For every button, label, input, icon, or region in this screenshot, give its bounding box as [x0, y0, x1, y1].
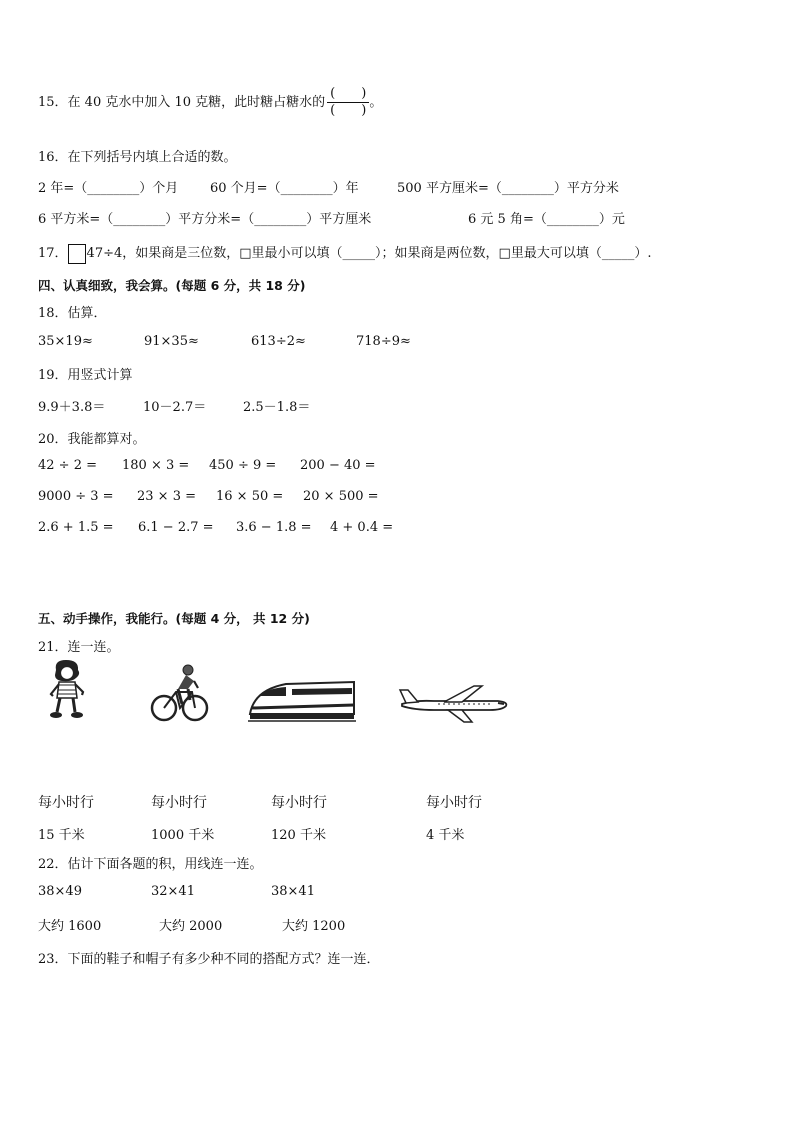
question-18-title: 18．估算．: [38, 306, 107, 321]
q16-item: 500 平方厘米=（________）平方分米: [397, 181, 619, 196]
question-15-text: 15．在 40 克水中加入 10 克糖，此时糖占糖水的: [38, 95, 326, 110]
estimate-item: 613÷2≈: [251, 334, 306, 349]
product-expression: 32×41: [151, 884, 195, 899]
high-speed-train-icon: [246, 674, 358, 724]
calc-item: 4 + 0.4 =: [330, 520, 394, 535]
section-4-title: 四、认真细致，我会算。(每题 6 分，共 18 分): [38, 278, 306, 293]
q16-item: 2 年=（________）个月: [38, 181, 179, 196]
calc-item: 42 ÷ 2 =: [38, 458, 97, 473]
question-19-title: 19．用竖式计算: [38, 368, 133, 383]
vertical-calc-item: 10－2.7＝: [143, 400, 207, 415]
question-22-title: 22．估计下面各题的积，用线连一连。: [38, 857, 263, 872]
estimate-item: 718÷9≈: [356, 334, 411, 349]
calc-item: 23 × 3 =: [137, 489, 196, 504]
estimate-answer: 大约 2000: [159, 919, 223, 934]
calc-item: 450 ÷ 9 =: [209, 458, 277, 473]
question-21-title: 21．连一连。: [38, 640, 120, 655]
speed-value: 120 千米: [271, 828, 326, 843]
calc-item: 6.1 − 2.7 =: [138, 520, 214, 535]
airplane-icon: [394, 682, 510, 724]
estimate-item: 35×19≈: [38, 334, 93, 349]
calc-item: 20 × 500 =: [303, 489, 379, 504]
walking-child-icon: [46, 658, 88, 720]
estimate-answer: 大约 1200: [282, 919, 346, 934]
fraction-numerator-blank[interactable]: ( ): [327, 86, 369, 103]
question-20-title: 20．我能都算对。: [38, 432, 146, 447]
question-15: [38, 86, 382, 119]
speed-value: 4 千米: [426, 828, 465, 843]
vertical-calc-item: 2.5－1.8＝: [243, 400, 311, 415]
vertical-calc-item: 9.9＋3.8＝: [38, 400, 106, 415]
section-5-title: 五、动手操作，我能行。(每题 4 分， 共 12 分): [38, 611, 310, 626]
calc-item: 9000 ÷ 3 =: [38, 489, 114, 504]
calc-item: 180 × 3 =: [122, 458, 190, 473]
estimate-item: 91×35≈: [144, 334, 199, 349]
calc-item: 3.6 − 1.8 =: [236, 520, 312, 535]
speed-label: 每小时行: [38, 795, 94, 811]
speed-value: 15 千米: [38, 828, 85, 843]
fraction-blank[interactable]: [327, 86, 369, 119]
question-17: [38, 242, 651, 264]
question-15-tail: 。: [369, 95, 383, 110]
calc-item: 16 × 50 =: [216, 489, 284, 504]
calc-item: 200 − 40 =: [300, 458, 376, 473]
speed-value: 1000 千米: [151, 828, 215, 843]
product-expression: 38×41: [271, 884, 315, 899]
q16-item: 60 个月=（________）年: [210, 181, 359, 196]
fraction-denominator-blank[interactable]: ( ): [330, 103, 367, 118]
question-16-title: 16．在下列括号内填上合适的数。: [38, 150, 237, 165]
digit-box[interactable]: [68, 244, 86, 264]
question-23-title: 23．下面的鞋子和帽子有多少种不同的搭配方式？连一连．: [38, 952, 380, 967]
speed-label: 每小时行: [271, 795, 327, 811]
calc-item: 2.6 + 1.5 =: [38, 520, 114, 535]
question-17-number: 17．: [38, 246, 68, 261]
cyclist-icon: [150, 662, 210, 724]
estimate-answer: 大约 1600: [38, 919, 102, 934]
speed-label: 每小时行: [426, 795, 482, 811]
speed-label: 每小时行: [151, 795, 207, 811]
question-17-text: 47÷4，如果商是三位数，□里最小可以填（_____）；如果商是两位数，□里最大可以填（_____）.: [86, 246, 652, 261]
product-expression: 38×49: [38, 884, 82, 899]
q16-item: 6 平方米=（________）平方分米=（________）平方厘米: [38, 212, 372, 227]
q16-item: 6 元 5 角=（________）元: [468, 212, 625, 227]
